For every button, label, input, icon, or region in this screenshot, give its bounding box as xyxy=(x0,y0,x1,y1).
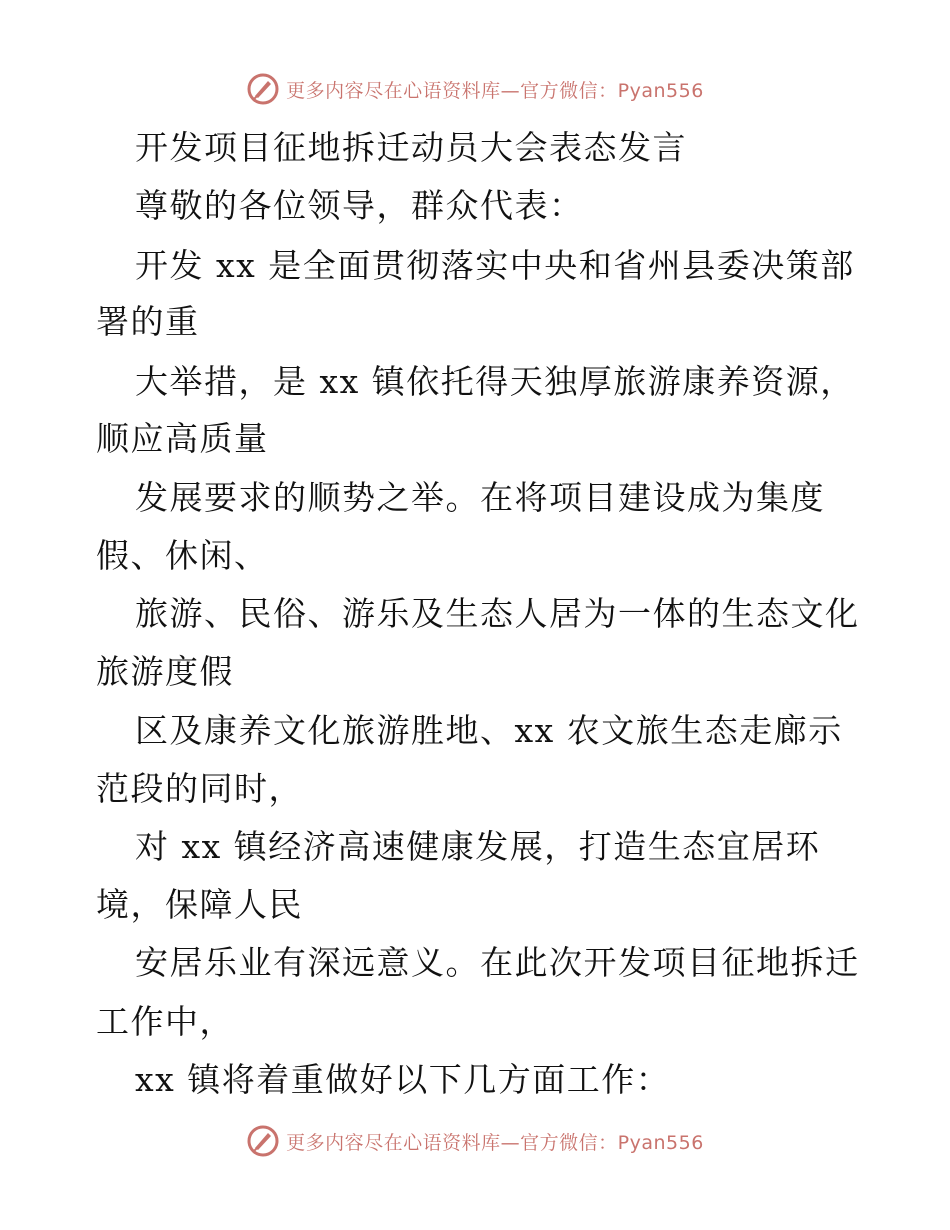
doc-title: 开发项目征地拆迁动员大会表态发言 xyxy=(135,128,687,167)
quill-logo-icon xyxy=(246,1124,280,1158)
paragraph-line: 大举措，是 xx 镇依托得天独厚旅游康养资源， xyxy=(135,362,855,401)
paragraph-line: xx 镇将着重做好以下几方面工作： xyxy=(135,1060,671,1099)
header-watermark xyxy=(0,72,950,106)
paragraph-line: 发展要求的顺势之举。在将项目建设成为集度 xyxy=(135,478,825,517)
paragraph-line: 假、休闲、 xyxy=(96,536,269,575)
footer-watermark xyxy=(0,1124,950,1158)
paragraph-line: 旅游、民俗、游乐及生态人居为一体的生态文化 xyxy=(135,594,860,633)
watermark-text: 更多内容尽在心语资料库—官方微信：Pyan556 xyxy=(286,1131,704,1154)
paragraph-line: 旅游度假 xyxy=(96,652,234,691)
paragraph-line: 安居乐业有深远意义。在此次开发项目征地拆迁 xyxy=(135,943,860,982)
paragraph-line: 署的重 xyxy=(96,302,200,341)
paragraph-line: 区及康养文化旅游胜地、xx 农文旅生态走廊示 xyxy=(135,711,843,750)
paragraph-line: 顺应高质量 xyxy=(96,419,269,458)
paragraph-line: 范段的同时， xyxy=(96,769,303,808)
watermark-text: 更多内容尽在心语资料库—官方微信：Pyan556 xyxy=(286,79,704,102)
quill-logo-icon xyxy=(246,72,280,106)
paragraph-line: 境，保障人民 xyxy=(96,885,303,924)
paragraph-line: 工作中， xyxy=(96,1002,234,1041)
paragraph-line: 对 xx 镇经济高速健康发展，打造生态宜居环 xyxy=(135,827,821,866)
paragraph-line: 开发 xx 是全面贯彻落实中央和省州县委决策部 xyxy=(135,246,855,285)
salutation: 尊敬的各位领导，群众代表： xyxy=(135,186,584,225)
